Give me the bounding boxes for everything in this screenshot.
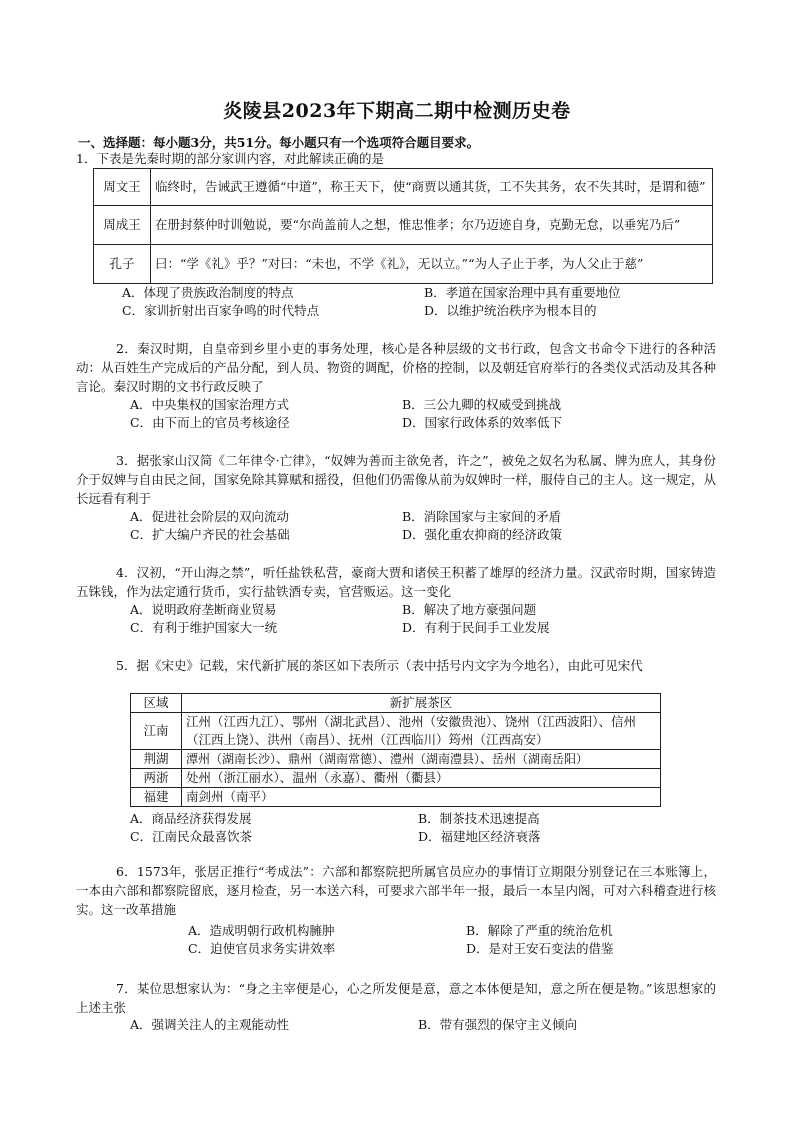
question-4-option-d: D．有利于民间手工业发展 <box>402 620 550 635</box>
table-header-region: 区域 <box>131 694 182 713</box>
question-2-stem: 2．秦汉时期，自皇帝到乡里小吏的事务处理，核心是各种层级的文书行政，包含文书命令下进行的各种活动：从百姓生产完成后的产品分配，到人员、物资的调配，价格的控制，以及朝廷官府举行的各类仪式活动及其各种言论。秦汉时期的文书行政反映了 <box>76 341 716 394</box>
question-2-option-a: A．中央集权的国家治理方式 <box>130 397 290 412</box>
question-1-option-d: D．以维护统治秩序为根本目的 <box>424 303 597 318</box>
table-cell-person: 周文王 <box>94 169 151 206</box>
question-7-stem: 7．某位思想家认为：“身之主宰便是心，心之所发便是意，意之本体便是知，意之所在便是物。”该思想家的上述主张 <box>76 981 716 1015</box>
table-cell-region: 江南 <box>131 713 182 750</box>
question-5-option-a: A．商品经济获得发展 <box>130 811 252 826</box>
table-cell-areas: 处州（浙江丽水）、温州（永嘉）、衢州（衢县） <box>182 769 661 788</box>
question-2-option-d: D．国家行政体系的效率低下 <box>402 415 563 430</box>
question-6-option-b: B．解除了严重的统治危机 <box>466 923 613 938</box>
question-4-option-c: C．有利于维护国家大一统 <box>130 620 278 635</box>
question-5-option-b: B．制茶技术迅速提高 <box>418 811 540 826</box>
table-row <box>131 769 661 788</box>
table-cell-text: 在册封蔡仲时训勉说，要“尔尚盖前人之想，惟忠惟孝；尔乃迈迹自身，克勤无怠，以垂宪乃后” <box>151 206 713 245</box>
question-1-option-a: A．体现了贵族政治制度的特点 <box>122 285 294 300</box>
question-5-table <box>130 693 661 807</box>
question-7-option-a: A．强调关注人的主观能动性 <box>130 1017 290 1032</box>
question-4-option-a: A．说明政府垄断商业贸易 <box>130 602 277 617</box>
question-5-option-d: D．福建地区经济衰落 <box>418 829 541 844</box>
table-cell-person: 孔子 <box>94 245 151 284</box>
question-4-option-b: B．解决了地方豪强问题 <box>402 602 537 617</box>
table-row <box>131 713 661 750</box>
table-cell-region: 福建 <box>131 788 182 807</box>
exam-title: 炎陵县2023年下期高二期中检测历史卷 <box>223 100 571 122</box>
table-cell-text: 临终时，告诫武王遵循“中道”，称王天下，使“商贾以通其货，工不失其务，农不失其时，是谓和德” <box>151 169 713 206</box>
section-heading: 一、选择题：每小题3分，共51分。每小题只有一个选项符合题目要求。 <box>78 135 480 150</box>
question-1-option-b: B．孝道在国家治理中具有重要地位 <box>424 285 621 300</box>
table-row <box>94 169 713 206</box>
question-6-option-c: C．迫使官员求务实讲效率 <box>188 941 336 956</box>
question-7-option-b: B．带有强烈的保守主义倾向 <box>418 1017 578 1032</box>
table-cell-region: 两浙 <box>131 769 182 788</box>
question-1-option-c: C．家训折射出百家争鸣的时代特点 <box>122 303 320 318</box>
question-5-option-c: C．江南民众最喜饮茶 <box>130 829 253 844</box>
table-row <box>131 750 661 769</box>
question-3-stem: 3．据张家山汉简《二年律令·亡律》，“奴婢为善而主欲免者，许之”，被免之奴名为私属、牌为庶人，其身份介于奴婢与自由民之间，国家免除其算赋和摇役，但他们仍需像从前为奴婢时一样，服侍自己的主人。这一规定，从长远看有利于 <box>76 453 716 506</box>
table-header-row <box>131 694 661 713</box>
table-cell-areas: 南剑州（南平） <box>182 788 661 807</box>
question-3-option-b: B．消除国家与主家间的矛盾 <box>402 509 562 524</box>
table-cell-text: 曰：“学《礼》乎？”对曰：“未也，不学《礼》，无以立。”“为人子止于孝，为人父止于慈” <box>151 245 713 284</box>
question-3-option-a: A．促进社会阶层的双向流动 <box>130 509 290 524</box>
table-row <box>131 788 661 807</box>
question-3-option-d: D．强化重农抑商的经济政策 <box>402 527 563 542</box>
table-header-areas: 新扩展茶区 <box>182 694 661 713</box>
question-2-option-b: B．三公九卿的权威受到挑战 <box>402 397 562 412</box>
table-cell-areas: 江州（江西九江）、鄂州（湖北武昌）、池州（安徽贵池）、饶州（江西波阳）、信州（江西上饶）、洪州（南昌）、抚州（江西临川）筠州（江西高安） <box>182 713 661 750</box>
table-row <box>94 245 713 284</box>
table-cell-region: 荆湖 <box>131 750 182 769</box>
table-cell-areas: 潭州（湖南长沙）、鼎州（湖南常德）、澧州（湖南澧县）、岳州（湖南岳阳） <box>182 750 661 769</box>
table-cell-person: 周成王 <box>94 206 151 245</box>
question-2-option-c: C．由下而上的官员考核途径 <box>130 415 290 430</box>
question-6-stem: 6．1573年，张居正推行“考成法”：六部和都察院把所属官员应办的事情订立期限分别登记在三本账簿上，一本由六部和都察院留底，逐月检查，另一本送六科，可要求六部半年一报，最后一本呈内阁，可对六科稽查进行核实。这一改革措施 <box>76 864 716 917</box>
question-1-table <box>93 168 713 284</box>
question-6-option-a: A．造成明朝行政机构臃肿 <box>188 923 335 938</box>
question-3-option-c: C．扩大编户齐民的社会基础 <box>130 527 290 542</box>
question-1-stem: 1．下表是先秦时期的部分家训内容，对此解读正确的是 <box>76 151 384 166</box>
question-6-option-d: D．是对王安石变法的借鉴 <box>466 941 614 956</box>
table-row <box>94 206 713 245</box>
question-4-stem: 4．汉初，“开山海之禁”，听任盐铁私营，豪商大贾和诸侯王积蓄了雄厚的经济力量。汉武帝时期，国家铸造五铢钱，作为法定通行货币，实行盐铁酒专卖，官营贩运。这一变化 <box>76 565 716 599</box>
question-5-stem: 5．据《宋史》记载，宋代新扩展的茶区如下表所示（表中括号内文字为今地名），由此可见宋代 <box>116 658 643 673</box>
